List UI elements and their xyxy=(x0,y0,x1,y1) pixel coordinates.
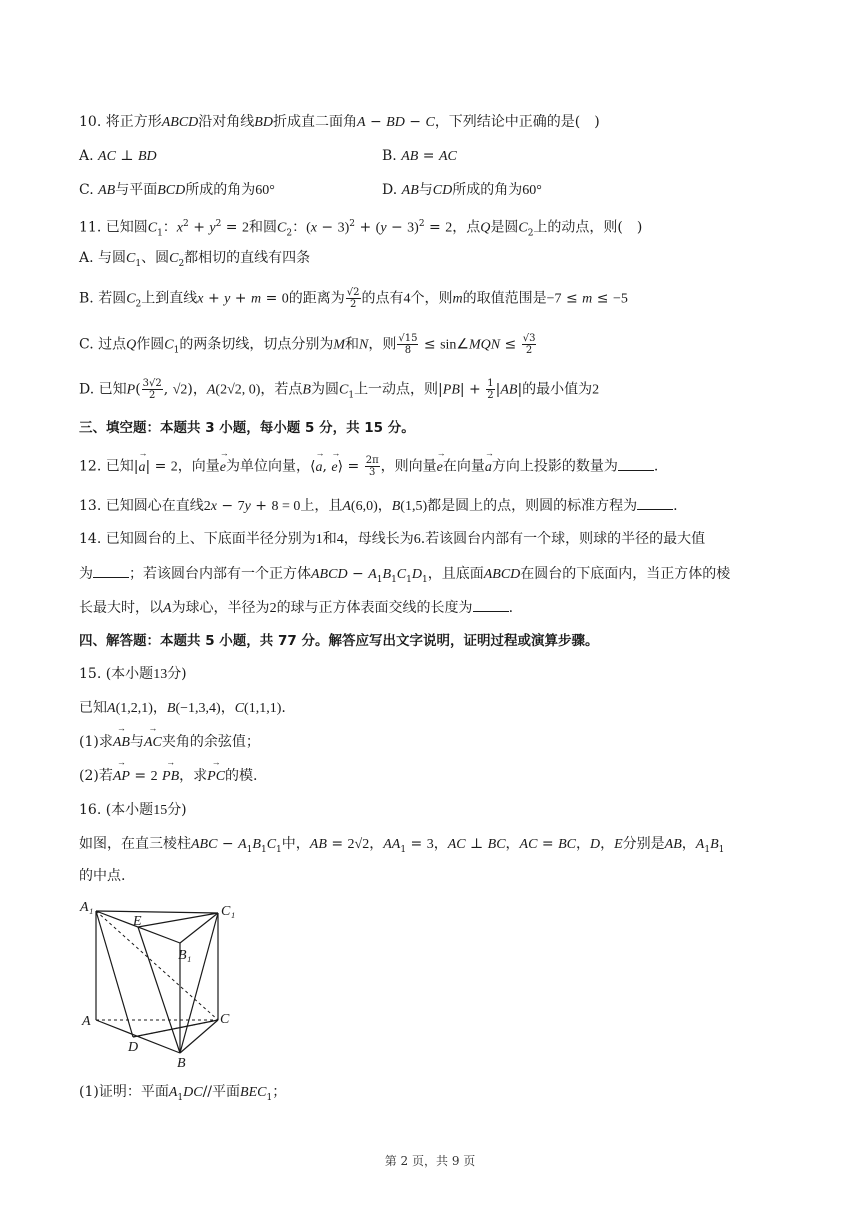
q11-stem: 11. 已知圆$C_1$：$x^2 + y^2 = 2$和圆$C_2$：$(x - 3)^2 + (y - 3)^2 = 2$，点Q是圆$C_2$上的动点，则( ) xyxy=(79,219,643,239)
q11-option-c: C. 过点Q作圆$C_1$的两条切线，切点分别为M和N，则 $\frac{√15}{8}$ ≤ sin∠MQN ≤ $\frac{√3}{2}$ xyxy=(79,333,536,356)
q14-line-1: 14. 已知圆台的上、下底面半径分别为1和4，母线长为6.若该圆台内部有一个球，则球的半径的最大值 xyxy=(79,531,706,547)
q15-heading: 15. (本小题13分) xyxy=(79,666,187,682)
q10-option-b: B. AB = AC xyxy=(382,148,457,164)
label-a1: A₁ xyxy=(80,900,94,915)
q10-option-a: A. AC ⊥ BD xyxy=(79,148,157,164)
q14-line-3: 长最大时，以A为球心，半径为2的球与正方体表面交线的长度为 . xyxy=(79,597,513,619)
q15-part-1: (1)求→ AB与→ AC夹角的余弦值； xyxy=(79,732,260,753)
q15-given: 已知A(1,2,1)，B(−1,3,4)，C(1,1,1). xyxy=(79,700,286,716)
q11-option-b: B. 若圆$C_2$上到直线x + y + m = 0的距离为 $\frac{√2}{2}$ 的点有4个，则m的取值范围是−7 ≤ m ≤ −5 xyxy=(79,287,628,310)
label-b1: B₁ xyxy=(178,948,192,963)
label-c1: C₁ xyxy=(221,904,236,919)
q13: 13. 已知圆心在直线2x − 7y + 8 = 0上，且A(6,0)，B(1,5)都是圆上的点，则圆的标准方程为 . xyxy=(79,495,678,517)
section-3-heading: 三、填空题：本题共 3 小题，每小题 5 分，共 15 分。 xyxy=(79,420,415,436)
q16-heading: 16. (本小题15分) xyxy=(79,802,187,818)
q16-part-1: (1)证明：平面$A_1DC//$平面$BEC_1$； xyxy=(79,1084,287,1103)
label-c: C xyxy=(220,1012,230,1027)
q10-stem: 10. 将正方形ABCD沿对角线BD折成直二面角A − BD − C，下列结论中正确的是( ) xyxy=(79,114,600,130)
prism-figure xyxy=(78,895,248,1070)
q16-line-2: 的中点. xyxy=(79,868,126,884)
label-e: E xyxy=(133,914,142,929)
q12: 12. 已知|→ a| = 2，向量→ e为单位向量，⟨→ a, → e⟩ = $\frac{2\pi}{3}$ ，则向量→ e在向量→ a方向上投影的数量为 . xyxy=(79,455,658,478)
q10-option-c: C. AB与平面BCD所成的角为60° xyxy=(79,182,275,198)
q11-option-d: D. 已知P( $\frac{3√2}{2}$ , √2)，A(2√2, 0)，若点B为圆$C_1$上一动点，则|PB| + $\frac{1}{2}$ |AB|的最小值为2 xyxy=(79,378,600,401)
q10-option-d: D. AB与CD所成的角为60° xyxy=(382,182,542,198)
label-b: B xyxy=(177,1056,186,1070)
label-a: A xyxy=(82,1014,91,1029)
q16-line-1: 如图，在直三棱柱ABC − $A_1B_1C_1$中，AB = 2√2，$AA_1 = 3$，AC ⊥ BC，AC = BC，D，E分别是AB，$A_1B_1$ xyxy=(79,836,725,855)
q11-option-a: A. 与圆$C_1$、圆$C_2$都相切的直线有四条 xyxy=(79,250,311,269)
label-d: D xyxy=(128,1040,139,1055)
q15-part-2: (2)若→ AP = 2 → PB，求→ PC的模. xyxy=(79,766,258,787)
q14-line-2: 为 ；若该圆台内部有一个正方体ABCD − $A_1B_1C_1D_1$，且底面ABCD在圆台的下底面内，当正方体的棱 xyxy=(79,563,730,590)
section-4-heading: 四、解答题：本题共 5 小题，共 77 分。解答应写出文字说明，证明过程或演算步骤。 xyxy=(79,633,599,649)
page-footer: 第 2 页，共 9 页 xyxy=(384,1154,476,1168)
